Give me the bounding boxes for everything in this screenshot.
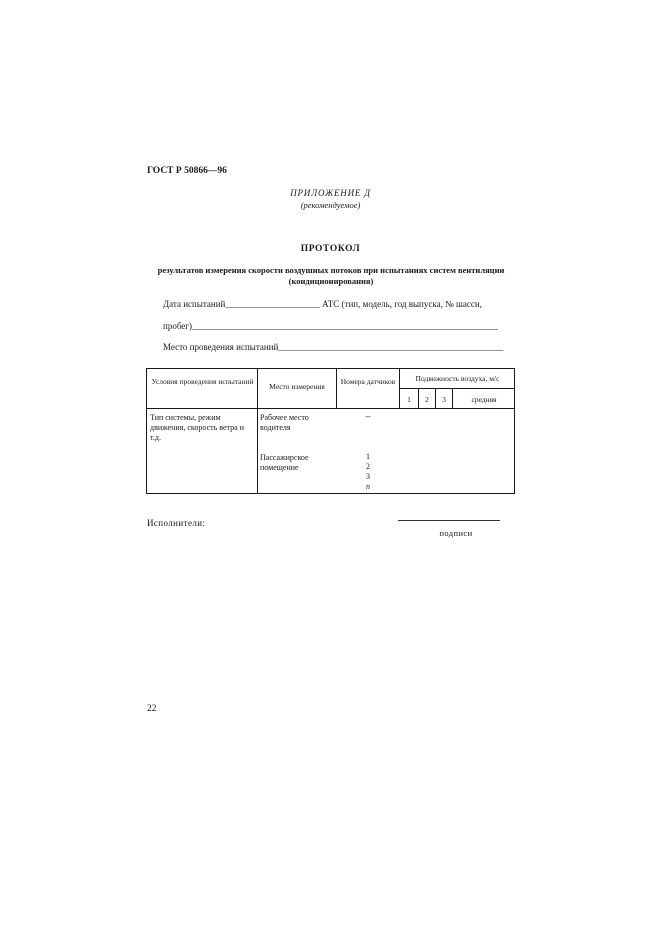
sensor-driver: -- — [365, 412, 371, 421]
page-number: 22 — [147, 704, 157, 714]
test-date-field: Дата испытаний_____________________ АТС (тип, модель, год выпуска, № шасси, — [163, 299, 482, 309]
header-sensors: Номера датчиков — [340, 377, 396, 386]
header-sub-2: 2 — [425, 395, 429, 404]
conditions-cell: Тип системы, режим движения, скорость ветра и т.д. — [150, 413, 244, 442]
standard-code: ГОСТ Р 50866—96 — [147, 166, 227, 176]
sensor-number: 3 — [366, 472, 370, 481]
table-divider — [336, 369, 337, 408]
appendix-title: ПРИЛОЖЕНИЕ Д — [290, 188, 371, 198]
signatures-caption: подписи — [439, 528, 473, 538]
sensor-number: 1 — [366, 452, 370, 461]
executors-label: Исполнители: — [147, 518, 206, 528]
protocol-subtitle: результатов измерения скорости воздушных потоков при испытаниях систем вентиляции (кондиционирования) — [157, 265, 505, 286]
protocol-title: ПРОТОКОЛ — [300, 244, 361, 254]
header-sub-3: 3 — [442, 395, 446, 404]
location-passenger: Пассажирское помещение — [260, 453, 309, 472]
test-place-field: Место проведения испытаний__________________________________________________ — [163, 342, 504, 352]
sensor-number: 2 — [366, 462, 370, 471]
table-divider — [399, 388, 515, 389]
results-table — [146, 368, 515, 494]
sensor-number: n — [366, 482, 370, 491]
header-location: Место измерения — [269, 382, 325, 391]
mileage-field: пробег)____________________________________________________________________ — [163, 321, 498, 331]
location-driver: Рабочее место водителя — [260, 413, 309, 432]
table-divider — [147, 408, 515, 409]
header-air-mobility: Подвижность воздуха, м/с — [415, 374, 500, 383]
header-sub-1: 1 — [407, 395, 411, 404]
signature-line — [398, 520, 500, 521]
header-sub-average: средняя — [471, 395, 497, 404]
header-conditions: Условия проведения испытаний — [151, 377, 254, 386]
appendix-note: (рекомендуемое) — [300, 200, 361, 210]
